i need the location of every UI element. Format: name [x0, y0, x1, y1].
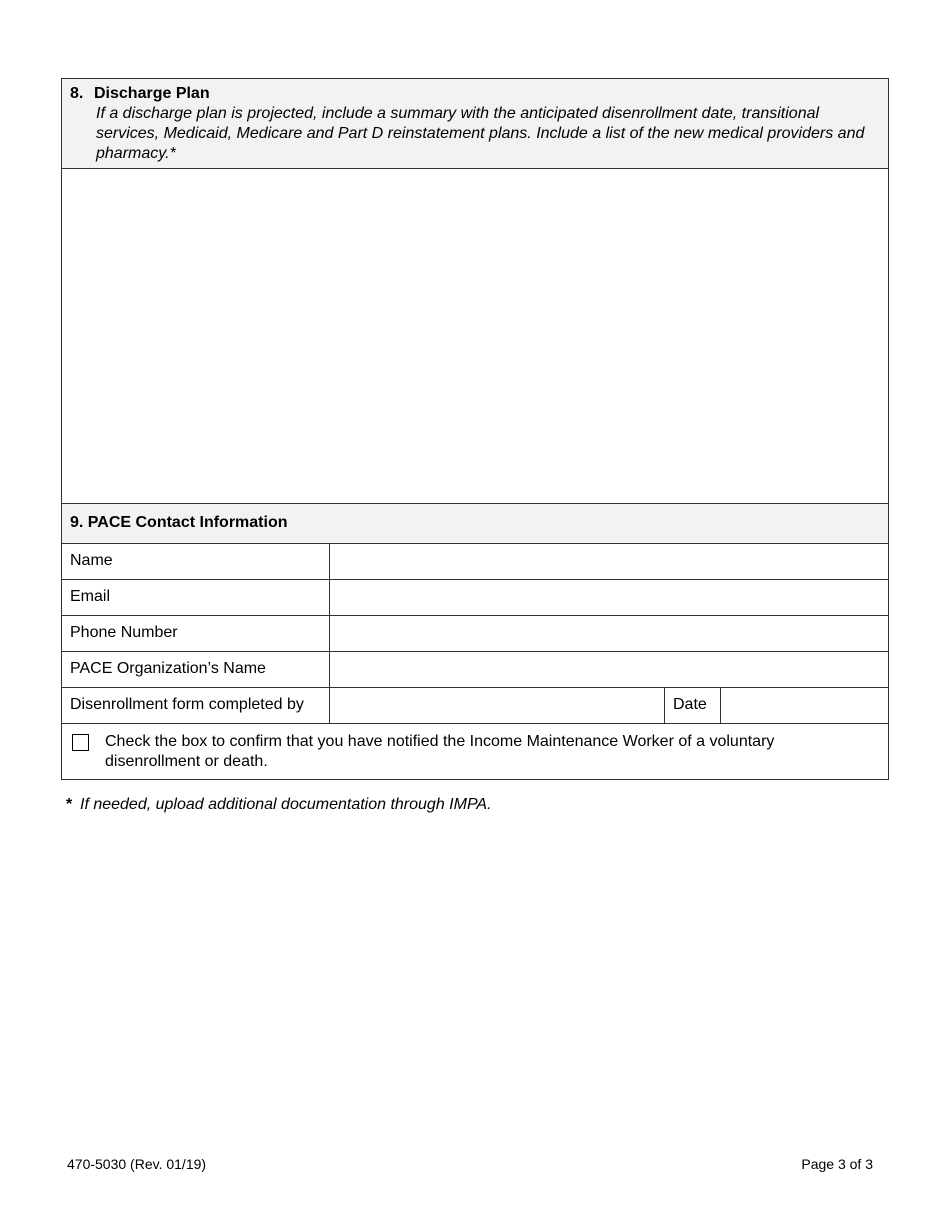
phone-row — [62, 616, 888, 652]
footnote-text: If needed, upload additional documentation through IMPA. — [80, 796, 492, 813]
pace-contact-header: 9. PACE Contact Information — [62, 504, 888, 544]
form-table — [61, 78, 889, 780]
organization-row — [62, 652, 888, 688]
email-field[interactable] — [330, 580, 888, 615]
phone-label: Phone Number — [62, 616, 330, 651]
discharge-plan-response-area[interactable] — [62, 169, 888, 504]
date-field[interactable] — [721, 688, 888, 723]
email-row — [62, 580, 888, 616]
form-id: 470-5030 (Rev. 01/19) — [67, 1156, 207, 1172]
confirmation-row — [62, 724, 888, 780]
organization-label: PACE Organization’s Name — [62, 652, 330, 687]
confirmation-checkbox[interactable] — [72, 734, 89, 751]
discharge-plan-instructions: If a discharge plan is projected, include a summary with the anticipated disenrollment date, transitional services, Medicaid, Medicare and Part D reinstatement plans. Include a list of the new medical providers and pharmacy.* — [96, 105, 865, 162]
page-number: Page 3 of 3 — [801, 1156, 873, 1172]
discharge-plan-header — [62, 79, 888, 169]
completed-by-row — [62, 688, 888, 724]
organization-field[interactable] — [330, 652, 888, 687]
email-label: Email — [62, 580, 330, 615]
name-field[interactable] — [330, 544, 888, 579]
phone-field[interactable] — [330, 616, 888, 651]
date-label: Date — [665, 688, 721, 723]
name-row — [62, 544, 888, 580]
footnote — [66, 796, 492, 814]
discharge-plan-title — [70, 84, 880, 104]
confirmation-text: Check the box to confirm that you have notified the Income Maintenance Worker of a voluntary disenrollment or death. — [105, 733, 775, 770]
section-number: 8. — [70, 85, 84, 102]
name-label: Name — [62, 544, 330, 579]
completed-by-field[interactable] — [330, 688, 665, 723]
footnote-marker: * — [66, 796, 73, 813]
section-title: Discharge Plan — [94, 85, 210, 102]
completed-by-label: Disenrollment form completed by — [62, 688, 330, 723]
